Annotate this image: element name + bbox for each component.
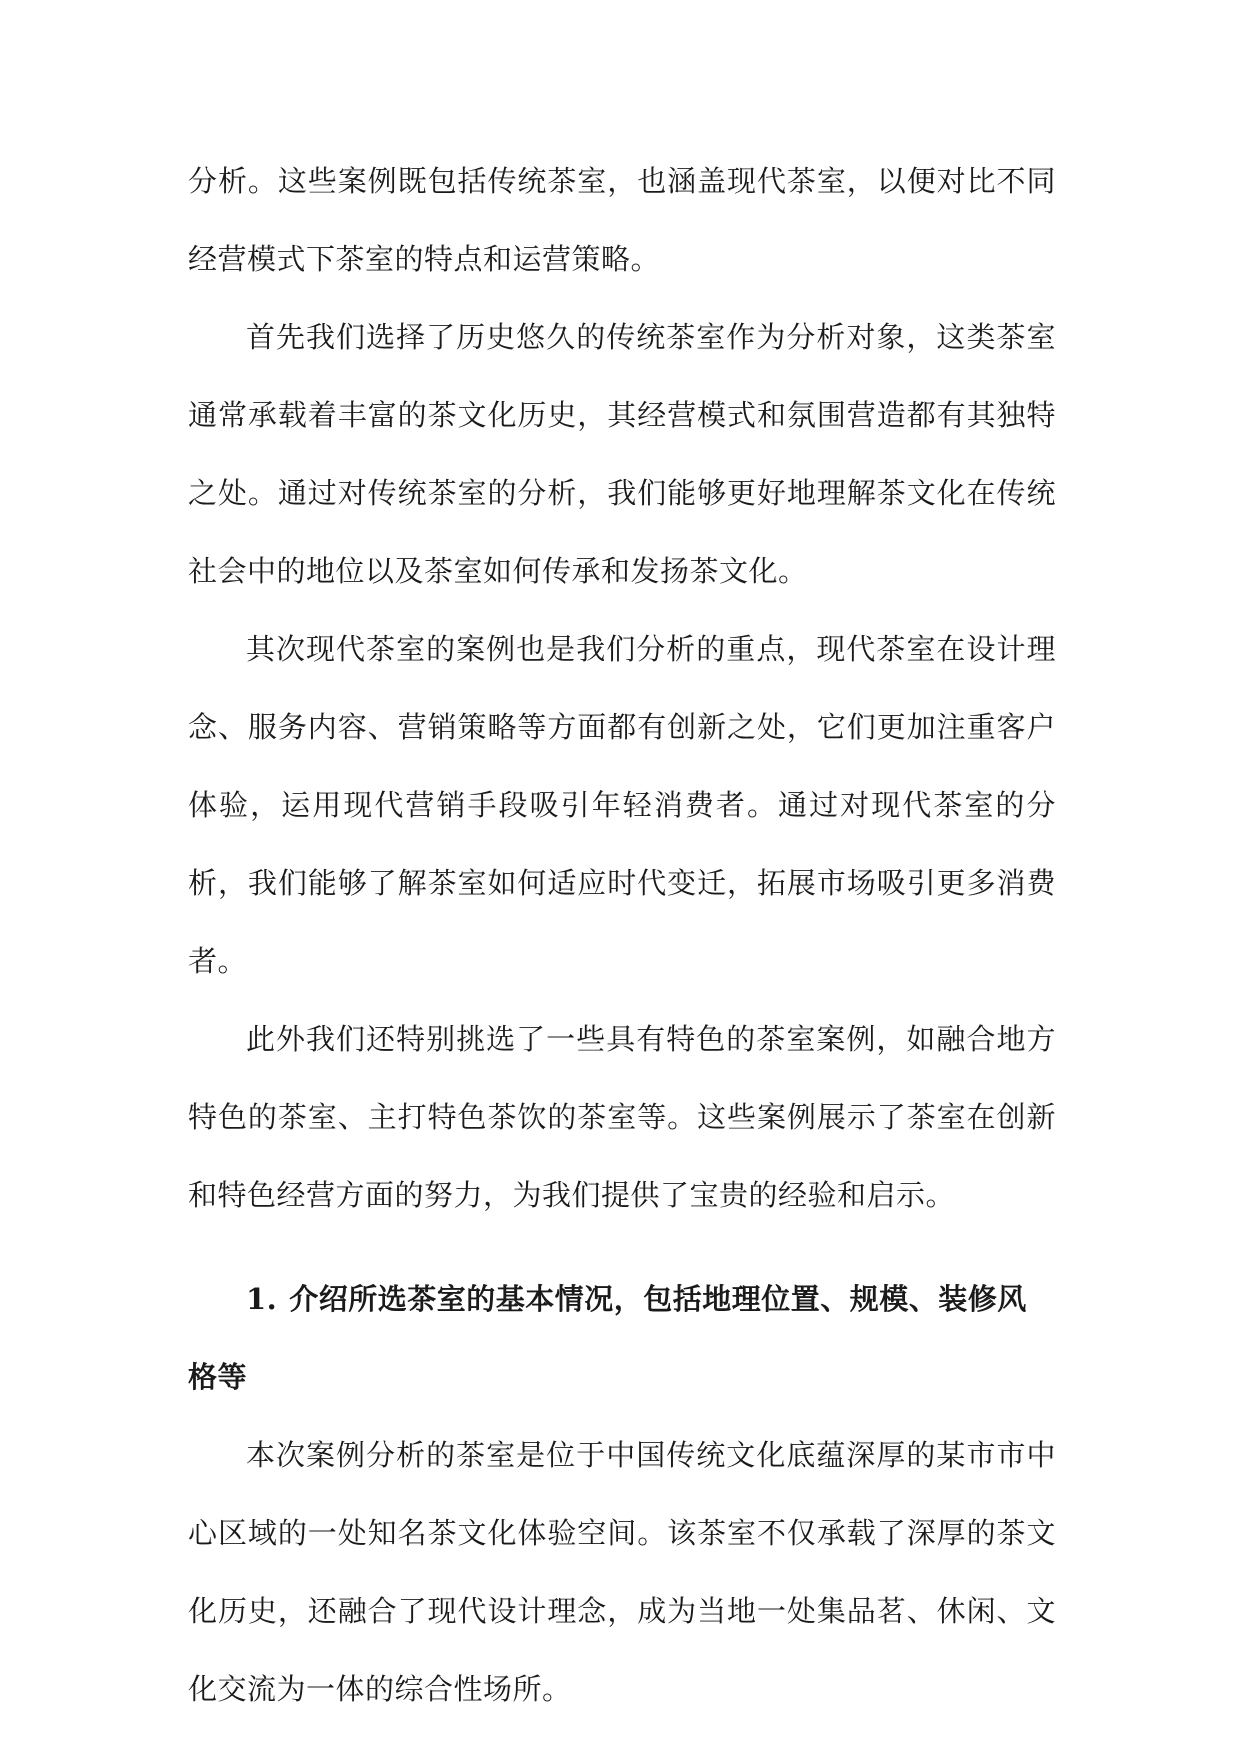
paragraph-traditional-teahouse: 首先我们选择了历史悠久的传统茶室作为分析对象，这类茶室通常承载着丰富的茶文化历史，其经营模式和氛围营造都有其独特之处。通过对传统茶室的分析，我们能够更好地理解茶文化在传统社会中的地位以及茶室如何传承和发扬茶文化。 (188, 320, 1056, 588)
paragraph-continuation: 分析。这些案例既包括传统茶室，也涵盖现代茶室，以便对比不同经营模式下茶室的特点和运营策略。 (188, 164, 1056, 276)
document-page (188, 142, 1056, 1728)
section-heading-number: 1. (246, 1282, 278, 1316)
paragraph-modern-teahouse: 其次现代茶室的案例也是我们分析的重点，现代茶室在设计理念、服务内容、营销策略等方面都有创新之处，它们更加注重客户体验，运用现代营销手段吸引年轻消费者。通过对现代茶室的分析，我们能够了解茶室如何适应时代变迁，拓展市场吸引更多消费者。 (188, 632, 1056, 978)
paragraph-featured-teahouse: 此外我们还特别挑选了一些具有特色的茶室案例，如融合地方特色的茶室、主打特色茶饮的茶室等。这些案例展示了茶室在创新和特色经营方面的努力，为我们提供了宝贵的经验和启示。 (188, 1022, 1056, 1212)
paragraph-teahouse-intro: 本次案例分析的茶室是位于中国传统文化底蕴深厚的某市市中心区域的一处知名茶文化体验空间。该茶室不仅承载了深厚的茶文化历史，还融合了现代设计理念，成为当地一处集品茗、休闲、文化交流为一体的综合性场所。 (188, 1438, 1056, 1706)
section-heading (188, 1260, 1056, 1416)
section-heading-text: 介绍所选茶室的基本情况，包括地理位置、规模、装修风格等 (188, 1282, 1027, 1394)
